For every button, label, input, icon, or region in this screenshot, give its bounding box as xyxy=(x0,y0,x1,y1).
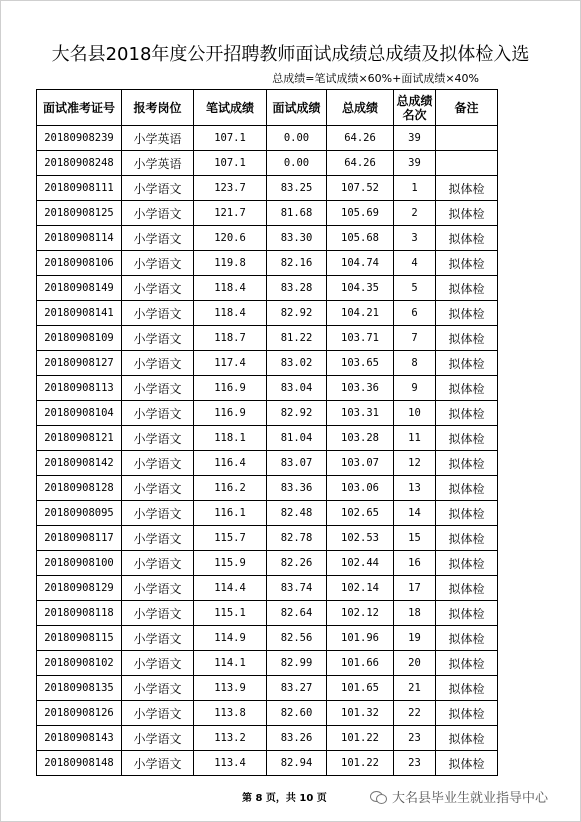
cell-note: 拟体检 xyxy=(436,301,498,326)
cell-interview: 82.92 xyxy=(267,301,327,326)
cell-rank: 18 xyxy=(394,601,436,626)
cell-written: 118.1 xyxy=(194,426,267,451)
cell-interview: 81.22 xyxy=(267,326,327,351)
cell-rank: 14 xyxy=(394,501,436,526)
cell-interview: 82.16 xyxy=(267,251,327,276)
cell-rank: 1 xyxy=(394,176,436,201)
cell-note: 拟体检 xyxy=(436,451,498,476)
watermark xyxy=(370,787,548,806)
cell-note: 拟体检 xyxy=(436,351,498,376)
cell-rank: 10 xyxy=(394,401,436,426)
cell-post: 小学语文 xyxy=(122,426,194,451)
header-rank-line2: 名次 xyxy=(402,107,427,122)
cell-written: 121.7 xyxy=(194,201,267,226)
table-row xyxy=(37,301,498,326)
table-row xyxy=(37,376,498,401)
watermark-text: 大名县毕业生就业指导中心 xyxy=(392,791,549,806)
cell-id: 20180908125 xyxy=(37,201,122,226)
cell-id: 20180908142 xyxy=(37,451,122,476)
cell-total: 103.31 xyxy=(327,401,394,426)
cell-note: 拟体检 xyxy=(436,276,498,301)
cell-total: 103.28 xyxy=(327,426,394,451)
cell-total: 102.14 xyxy=(327,576,394,601)
cell-total: 101.32 xyxy=(327,701,394,726)
table-row xyxy=(37,526,498,551)
cell-note: 拟体检 xyxy=(436,401,498,426)
cell-rank: 16 xyxy=(394,551,436,576)
cell-id: 20180908248 xyxy=(37,151,122,176)
cell-total: 105.68 xyxy=(327,226,394,251)
cell-total: 103.71 xyxy=(327,326,394,351)
cell-rank: 23 xyxy=(394,751,436,776)
cell-id: 20180908148 xyxy=(37,751,122,776)
cell-id: 20180908141 xyxy=(37,301,122,326)
cell-rank: 11 xyxy=(394,426,436,451)
cell-total: 101.22 xyxy=(327,726,394,751)
cell-interview: 82.56 xyxy=(267,626,327,651)
cell-note: 拟体检 xyxy=(436,501,498,526)
cell-interview: 0.00 xyxy=(267,151,327,176)
cell-note xyxy=(436,126,498,151)
table-row xyxy=(37,476,498,501)
cell-total: 104.21 xyxy=(327,301,394,326)
cell-total: 103.06 xyxy=(327,476,394,501)
cell-interview: 82.94 xyxy=(267,751,327,776)
cell-rank: 23 xyxy=(394,726,436,751)
cell-interview: 83.07 xyxy=(267,451,327,476)
table-row xyxy=(37,726,498,751)
table-row xyxy=(37,176,498,201)
cell-written: 123.7 xyxy=(194,176,267,201)
cell-interview: 81.68 xyxy=(267,201,327,226)
table-row xyxy=(37,501,498,526)
page-footer: 第 8 页，共 10 页 xyxy=(242,793,327,804)
cell-id: 20180908114 xyxy=(37,226,122,251)
cell-rank: 9 xyxy=(394,376,436,401)
table-row xyxy=(37,426,498,451)
table-row xyxy=(37,276,498,301)
cell-id: 20180908115 xyxy=(37,626,122,651)
cell-note: 拟体检 xyxy=(436,676,498,701)
cell-written: 116.9 xyxy=(194,401,267,426)
cell-interview: 82.99 xyxy=(267,651,327,676)
cell-note: 拟体检 xyxy=(436,376,498,401)
table-row xyxy=(37,701,498,726)
cell-interview: 83.28 xyxy=(267,276,327,301)
cell-id: 20180908102 xyxy=(37,651,122,676)
table-row xyxy=(37,626,498,651)
cell-id: 20180908111 xyxy=(37,176,122,201)
cell-written: 113.4 xyxy=(194,751,267,776)
cell-written: 113.2 xyxy=(194,726,267,751)
cell-written: 118.4 xyxy=(194,301,267,326)
cell-id: 20180908135 xyxy=(37,676,122,701)
cell-id: 20180908143 xyxy=(37,726,122,751)
cell-rank: 20 xyxy=(394,651,436,676)
cell-post: 小学语文 xyxy=(122,226,194,251)
cell-id: 20180908117 xyxy=(37,526,122,551)
cell-interview: 83.30 xyxy=(267,226,327,251)
cell-interview: 83.04 xyxy=(267,376,327,401)
cell-total: 103.07 xyxy=(327,451,394,476)
cell-post: 小学语文 xyxy=(122,351,194,376)
cell-total: 64.26 xyxy=(327,151,394,176)
cell-id: 20180908095 xyxy=(37,501,122,526)
cell-note: 拟体检 xyxy=(436,526,498,551)
table-row xyxy=(37,251,498,276)
cell-rank: 19 xyxy=(394,626,436,651)
cell-post: 小学语文 xyxy=(122,751,194,776)
cell-written: 118.4 xyxy=(194,276,267,301)
cell-post: 小学语文 xyxy=(122,276,194,301)
header-written: 笔试成绩 xyxy=(194,90,267,126)
cell-written: 119.8 xyxy=(194,251,267,276)
table-row xyxy=(37,201,498,226)
cell-note: 拟体检 xyxy=(436,426,498,451)
cell-written: 116.1 xyxy=(194,501,267,526)
cell-post: 小学语文 xyxy=(122,251,194,276)
cell-written: 116.4 xyxy=(194,451,267,476)
cell-total: 102.44 xyxy=(327,551,394,576)
cell-written: 113.8 xyxy=(194,701,267,726)
cell-written: 116.2 xyxy=(194,476,267,501)
cell-written: 107.1 xyxy=(194,151,267,176)
cell-id: 20180908109 xyxy=(37,326,122,351)
cell-id: 20180908126 xyxy=(37,701,122,726)
cell-note: 拟体检 xyxy=(436,751,498,776)
header-interview: 面试成绩 xyxy=(267,90,327,126)
table-row xyxy=(37,151,498,176)
table-row xyxy=(37,326,498,351)
table-row xyxy=(37,551,498,576)
cell-post: 小学语文 xyxy=(122,526,194,551)
cell-rank: 3 xyxy=(394,226,436,251)
cell-note: 拟体检 xyxy=(436,701,498,726)
cell-note: 拟体检 xyxy=(436,576,498,601)
cell-interview: 82.48 xyxy=(267,501,327,526)
cell-rank: 13 xyxy=(394,476,436,501)
cell-note: 拟体检 xyxy=(436,176,498,201)
header-id: 面试准考证号 xyxy=(37,90,122,126)
cell-rank: 7 xyxy=(394,326,436,351)
table-row xyxy=(37,751,498,776)
cell-total: 101.65 xyxy=(327,676,394,701)
cell-written: 115.7 xyxy=(194,526,267,551)
cell-post: 小学英语 xyxy=(122,126,194,151)
cell-id: 20180908149 xyxy=(37,276,122,301)
header-rank xyxy=(394,90,436,126)
cell-total: 103.65 xyxy=(327,351,394,376)
cell-total: 104.74 xyxy=(327,251,394,276)
cell-id: 20180908128 xyxy=(37,476,122,501)
header-note: 备注 xyxy=(436,90,498,126)
cell-post: 小学语文 xyxy=(122,676,194,701)
cell-written: 114.9 xyxy=(194,626,267,651)
table-row xyxy=(37,676,498,701)
table-row xyxy=(37,651,498,676)
results-table xyxy=(36,89,498,776)
cell-written: 116.9 xyxy=(194,376,267,401)
cell-post: 小学语文 xyxy=(122,576,194,601)
cell-interview: 0.00 xyxy=(267,126,327,151)
cell-note: 拟体检 xyxy=(436,651,498,676)
cell-post: 小学语文 xyxy=(122,176,194,201)
cell-id: 20180908239 xyxy=(37,126,122,151)
cell-post: 小学语文 xyxy=(122,626,194,651)
cell-total: 102.65 xyxy=(327,501,394,526)
cell-interview: 83.27 xyxy=(267,676,327,701)
cell-rank: 22 xyxy=(394,701,436,726)
cell-written: 114.1 xyxy=(194,651,267,676)
table-row xyxy=(37,401,498,426)
cell-rank: 8 xyxy=(394,351,436,376)
cell-total: 103.36 xyxy=(327,376,394,401)
cell-interview: 83.26 xyxy=(267,726,327,751)
cell-note: 拟体检 xyxy=(436,201,498,226)
cell-id: 20180908100 xyxy=(37,551,122,576)
cell-post: 小学语文 xyxy=(122,451,194,476)
cell-post: 小学语文 xyxy=(122,401,194,426)
cell-written: 115.1 xyxy=(194,601,267,626)
cell-interview: 81.04 xyxy=(267,426,327,451)
cell-post: 小学语文 xyxy=(122,651,194,676)
cell-rank: 15 xyxy=(394,526,436,551)
cell-total: 104.35 xyxy=(327,276,394,301)
cell-total: 101.22 xyxy=(327,751,394,776)
header-total: 总成绩 xyxy=(327,90,394,126)
cell-note: 拟体检 xyxy=(436,251,498,276)
cell-interview: 83.25 xyxy=(267,176,327,201)
cell-id: 20180908121 xyxy=(37,426,122,451)
cell-rank: 17 xyxy=(394,576,436,601)
cell-note xyxy=(436,151,498,176)
cell-post: 小学语文 xyxy=(122,501,194,526)
cell-rank: 39 xyxy=(394,126,436,151)
cell-post: 小学语文 xyxy=(122,726,194,751)
cell-total: 101.96 xyxy=(327,626,394,651)
cell-rank: 39 xyxy=(394,151,436,176)
cell-total: 107.52 xyxy=(327,176,394,201)
cell-id: 20180908104 xyxy=(37,401,122,426)
table-row xyxy=(37,601,498,626)
cell-written: 120.6 xyxy=(194,226,267,251)
cell-written: 115.9 xyxy=(194,551,267,576)
cell-total: 102.53 xyxy=(327,526,394,551)
header-row xyxy=(37,90,498,126)
cell-id: 20180908118 xyxy=(37,601,122,626)
cell-rank: 21 xyxy=(394,676,436,701)
table-row xyxy=(37,126,498,151)
cell-rank: 5 xyxy=(394,276,436,301)
cell-note: 拟体检 xyxy=(436,601,498,626)
cell-total: 101.66 xyxy=(327,651,394,676)
cell-post: 小学语文 xyxy=(122,301,194,326)
table-row xyxy=(37,451,498,476)
header-post: 报考岗位 xyxy=(122,90,194,126)
cell-post: 小学语文 xyxy=(122,551,194,576)
cell-written: 107.1 xyxy=(194,126,267,151)
header-rank-line1: 总成绩 xyxy=(396,93,433,108)
cell-total: 64.26 xyxy=(327,126,394,151)
cell-id: 20180908129 xyxy=(37,576,122,601)
cell-total: 105.69 xyxy=(327,201,394,226)
cell-post: 小学语文 xyxy=(122,376,194,401)
cell-written: 118.7 xyxy=(194,326,267,351)
cell-interview: 82.60 xyxy=(267,701,327,726)
cell-interview: 83.02 xyxy=(267,351,327,376)
cell-note: 拟体检 xyxy=(436,476,498,501)
cell-note: 拟体检 xyxy=(436,626,498,651)
cell-post: 小学英语 xyxy=(122,151,194,176)
cell-rank: 6 xyxy=(394,301,436,326)
cell-rank: 12 xyxy=(394,451,436,476)
cell-rank: 4 xyxy=(394,251,436,276)
cell-interview: 83.74 xyxy=(267,576,327,601)
cell-interview: 82.26 xyxy=(267,551,327,576)
cell-id: 20180908113 xyxy=(37,376,122,401)
cell-post: 小学语文 xyxy=(122,476,194,501)
cell-post: 小学语文 xyxy=(122,601,194,626)
cell-rank: 2 xyxy=(394,201,436,226)
cell-written: 113.9 xyxy=(194,676,267,701)
cell-note: 拟体检 xyxy=(436,726,498,751)
table-body xyxy=(37,126,498,776)
table-row xyxy=(37,351,498,376)
cell-written: 114.4 xyxy=(194,576,267,601)
cell-post: 小学语文 xyxy=(122,201,194,226)
cell-interview: 83.36 xyxy=(267,476,327,501)
cell-total: 102.12 xyxy=(327,601,394,626)
wechat-icon xyxy=(370,790,388,804)
document-title: 大名县2018年度公开招聘教师面试成绩总成绩及拟体检入选 xyxy=(51,44,530,65)
cell-post: 小学语文 xyxy=(122,701,194,726)
cell-post: 小学语文 xyxy=(122,326,194,351)
cell-id: 20180908127 xyxy=(37,351,122,376)
table-row xyxy=(37,226,498,251)
table-row xyxy=(37,576,498,601)
cell-written: 117.4 xyxy=(194,351,267,376)
cell-interview: 82.78 xyxy=(267,526,327,551)
cell-note: 拟体检 xyxy=(436,226,498,251)
formula-note: 总成绩=笔试成绩×60%+面试成绩×40% xyxy=(272,72,479,85)
cell-note: 拟体检 xyxy=(436,326,498,351)
cell-interview: 82.64 xyxy=(267,601,327,626)
cell-note: 拟体检 xyxy=(436,551,498,576)
cell-id: 20180908106 xyxy=(37,251,122,276)
cell-interview: 82.92 xyxy=(267,401,327,426)
